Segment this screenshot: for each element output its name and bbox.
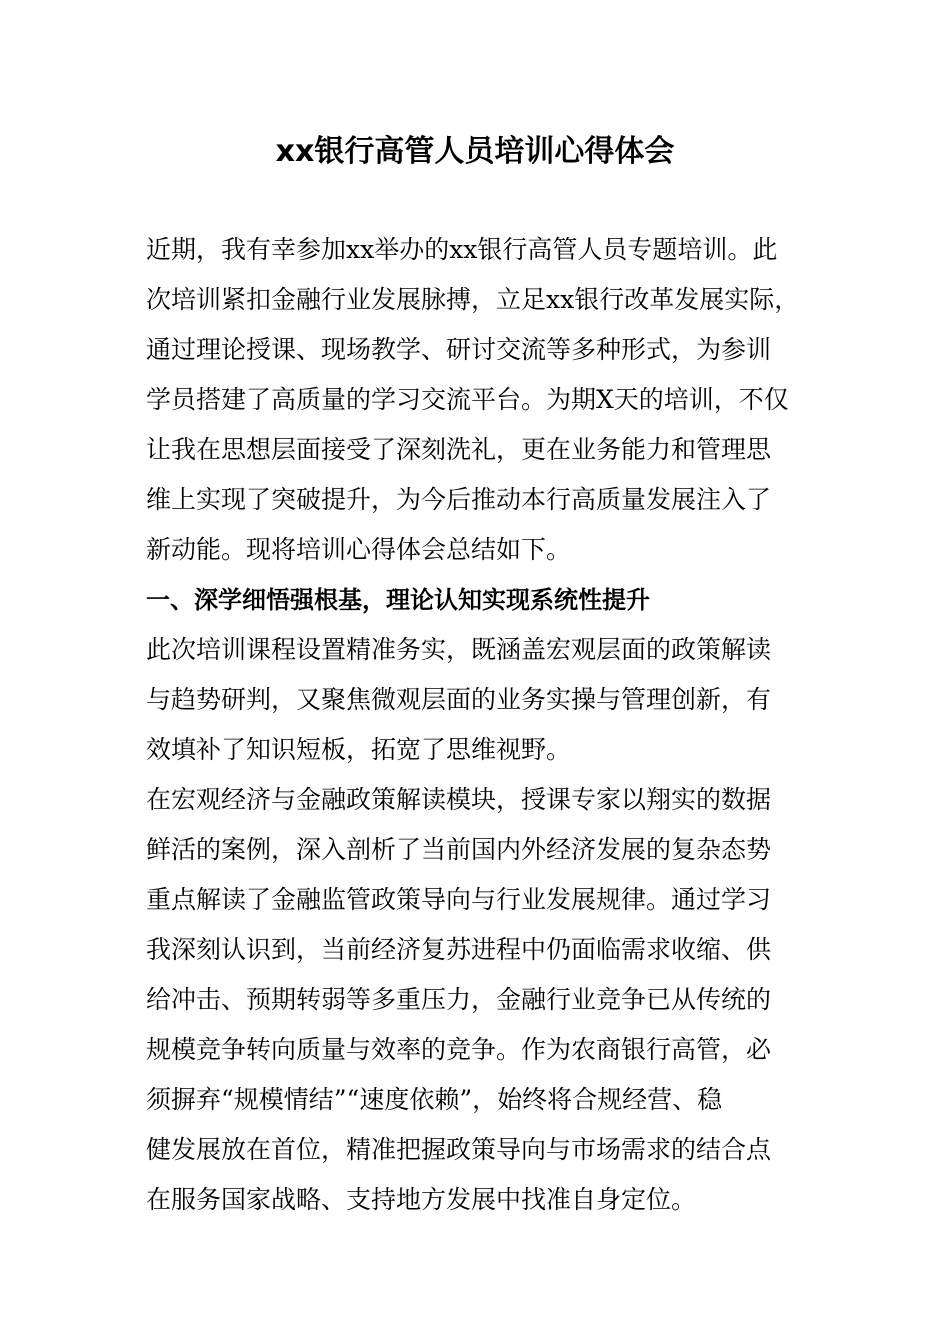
section-heading: 一、深学细悟强根基，理论认知实现系统性提升 xyxy=(146,586,650,614)
paragraph-line: 重点解读了金融监管政策导向与行业发展规律。通过学习 xyxy=(146,885,772,914)
paragraph-line: 规模竞争转向质量与效率的竞争。作为农商银行高管，必 xyxy=(146,1035,772,1064)
paragraph-line: 新动能。现将培训心得体会总结如下。 xyxy=(146,535,572,564)
paragraph-line: 此次培训课程设置精准务实，既涵盖宏观层面的政策解读 xyxy=(146,635,772,664)
paragraph-line: 鲜活的案例，深入剖析了当前国内外经济发展的复杂态势 xyxy=(146,835,772,864)
paragraph-line: 在宏观经济与金融政策解读模块，授课专家以翔实的数据 xyxy=(146,785,772,814)
paragraph-line: 在服务国家战略、支持地方发展中找准自身定位。 xyxy=(146,1185,697,1214)
document-title: xx银行高管人员培训心得体会 xyxy=(275,134,675,169)
paragraph-line: 让我在思想层面接受了深刻洗礼，更在业务能力和管理思 xyxy=(146,435,772,464)
paragraph-line: 健发展放在首位，精准把握政策导向与市场需求的结合点 xyxy=(146,1135,772,1164)
paragraph-line: 近期，我有幸参加xx举办的xx银行高管人员专题培训。此 xyxy=(146,235,778,264)
paragraph-line: 效填补了知识短板，拓宽了思维视野。 xyxy=(146,735,572,764)
paragraph-line: 给冲击、预期转弱等多重压力，金融行业竞争已从传统的 xyxy=(146,985,772,1014)
paragraph-line: 通过理论授课、现场教学、研讨交流等多种形式，为参训 xyxy=(146,335,772,364)
paragraph-line: 须摒弃“规模情结”“速度依赖”，始终将合规经营、稳 xyxy=(146,1085,723,1114)
paragraph-line: 我深刻认识到，当前经济复苏进程中仍面临需求收缩、供 xyxy=(146,935,772,964)
paragraph-line: 学员搭建了高质量的学习交流平台。为期X天的培训，不仅 xyxy=(146,385,789,414)
paragraph-line: 与趋势研判，又聚焦微观层面的业务实操与管理创新，有 xyxy=(146,685,772,714)
paragraph-line: 维上实现了突破提升，为今后推动本行高质量发展注入了 xyxy=(146,485,772,514)
paragraph-line: 次培训紧扣金融行业发展脉搏，立足xx银行改革发展实际， xyxy=(146,285,800,314)
